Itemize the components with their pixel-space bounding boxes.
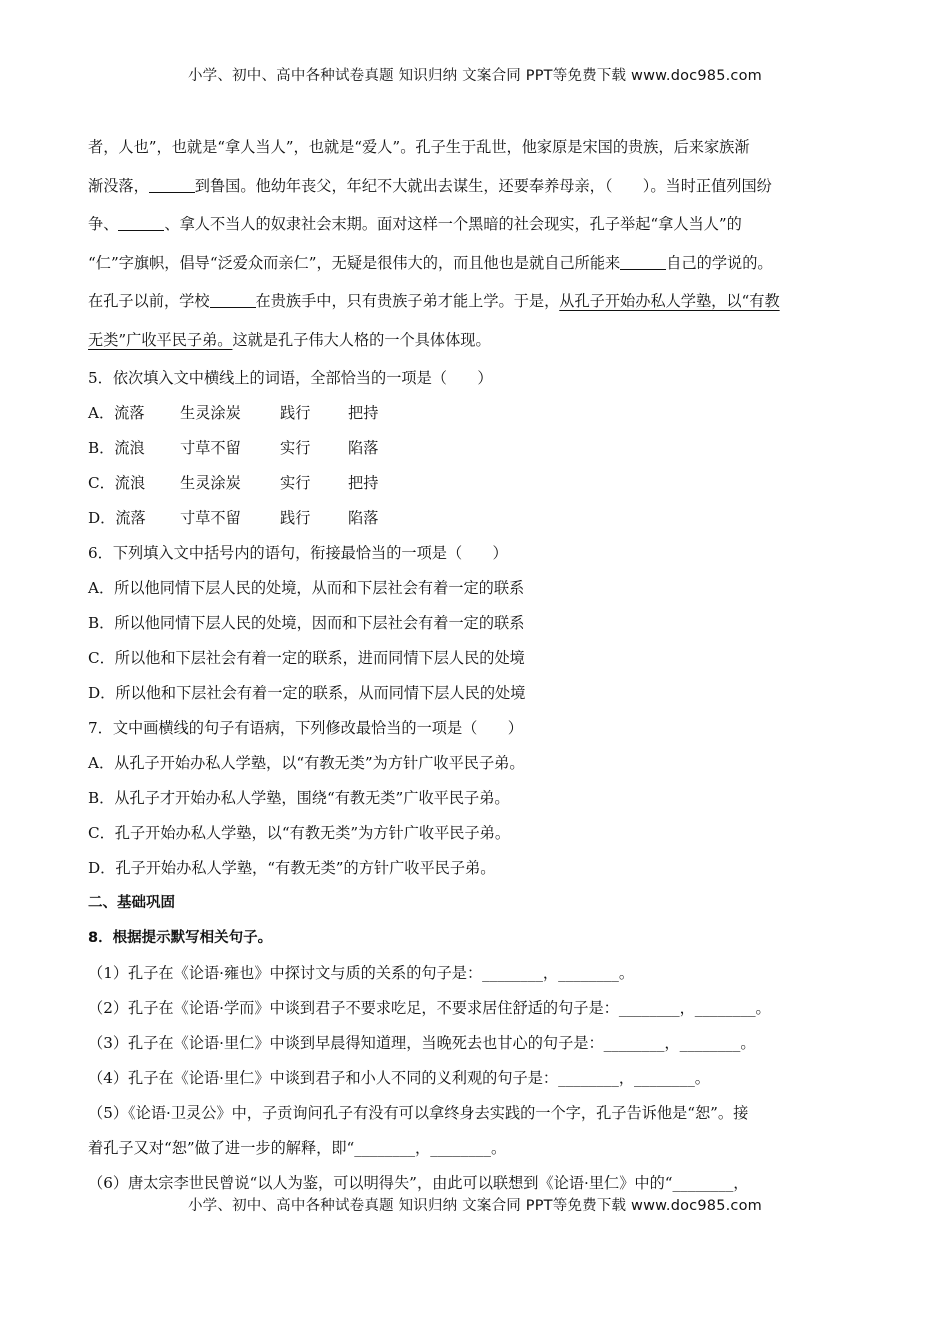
question-stem: 5．依次填入文中横线上的词语，全部恰当的一项是（ ） [88, 369, 493, 387]
option-a[interactable]: A．所以他同情下层人民的处境，从而和下层社会有着一定的联系 [88, 579, 525, 597]
option-word: 生灵涂炭 [180, 474, 241, 492]
passage-text: “仁”字旗帜，倡导“泛爱众而亲仁”，无疑是很伟大的，而且他也是就自己所能来 [88, 253, 621, 272]
option-d[interactable]: D．所以他和下层社会有着一定的联系，从而同情下层人民的处境 [88, 684, 526, 702]
option-b[interactable]: B．从孔子才开始办私人学塾，围绕“有教无类”广收平民子弟。 [88, 789, 510, 807]
passage-text: 者，人也”，也就是“拿人当人”，也就是“爱人”。孔子生于乱世，他家原是宋国的贵族，后来家族渐 [88, 138, 750, 156]
question-8 [88, 923, 878, 1203]
passage-text: 这就是孔子伟大人格的一个具体体现。 [232, 330, 491, 349]
header-banner: 小学、初中、高中各种试卷真题 知识归纳 文案合同 PPT等免费下载 www.doc985.com [187, 68, 763, 84]
dictation-item-5[interactable]: （5）《论语·卫灵公》中，子贡询问孔子有没有可以拿终身去实践的一个字，孔子告诉他是“恕”。接 [88, 1104, 749, 1122]
option-b[interactable] [88, 433, 878, 468]
section-heading: 二、基础巩固 [88, 895, 175, 911]
passage-text: 在贵族手中，只有贵族子弟才能上学。于是， [255, 292, 560, 310]
passage-text: 争、 [88, 215, 119, 233]
passage-text: 在孔子以前，学校 [88, 292, 210, 310]
option-word: C．流浪 [88, 474, 146, 492]
question-stem: 6．下列填入文中括号内的语句，衔接最恰当的一项是（ ） [88, 544, 508, 562]
question-5 [88, 363, 878, 538]
option-word: 生灵涂炭 [180, 404, 241, 422]
fill-blank-3[interactable] [620, 253, 666, 270]
fill-blank-4[interactable] [210, 291, 256, 308]
option-word: 寸草不留 [180, 439, 241, 457]
passage-line [88, 171, 878, 210]
option-word: 实行 [280, 439, 311, 457]
question-6 [88, 538, 878, 713]
option-word: 践行 [280, 404, 311, 422]
passage-line [88, 248, 878, 287]
document-body [88, 132, 878, 1203]
option-a[interactable]: A．从孔子开始办私人学塾，以“有教无类”为方针广收平民子弟。 [88, 754, 525, 772]
option-word: 寸草不留 [180, 509, 241, 527]
question-stem: 7．文中画横线的句子有语病，下列修改最恰当的一项是（ ） [88, 719, 523, 737]
fill-blank-2[interactable] [118, 214, 164, 231]
option-word: 陷落 [348, 439, 379, 457]
question-stem: 8．根据提示默写相关句子。 [88, 930, 273, 946]
fill-blank-1[interactable] [149, 176, 195, 193]
option-a[interactable] [88, 398, 878, 433]
option-word: A．流落 [88, 404, 145, 422]
option-word: 实行 [280, 474, 311, 492]
passage-text: 、拿人不当人的奴隶社会末期。面对这样一个黑暗的社会现实，孔子举起“拿人当人”的 [164, 215, 742, 233]
underlined-sentence: 无类”广收平民子弟。 [88, 330, 233, 349]
dictation-item-4[interactable]: （4）孔子在《论语·里仁》中谈到君子和小人不同的义利观的句子是：________，________。 [88, 1069, 710, 1087]
passage-line [88, 286, 878, 325]
option-b[interactable]: B．所以他同情下层人民的处境，因而和下层社会有着一定的联系 [88, 614, 525, 632]
option-c[interactable]: C．所以他和下层社会有着一定的联系，进而同情下层人民的处境 [88, 649, 525, 667]
dictation-item-6[interactable]: （6）唐太宗李世民曾说“以人为鉴，可以明得失”，由此可以联想到《论语·里仁》中的“________， [88, 1174, 749, 1192]
option-word: 陷落 [348, 509, 379, 527]
option-c[interactable]: C．孔子开始办私人学塾，以“有教无类”为方针广收平民子弟。 [88, 824, 511, 842]
dictation-item-5-cont[interactable]: 着孔子又对“恕”做了进一步的解释，即“________，________。 [88, 1139, 507, 1157]
passage-text: 渐没落， [88, 176, 149, 195]
passage-text: 到鲁国。他幼年丧父，年纪不大就出去谋生，还要奉养母亲，（ ）。当时正值列国纷 [194, 176, 772, 195]
option-c[interactable] [88, 468, 878, 503]
reading-passage [88, 132, 878, 363]
option-word: B．流浪 [88, 439, 145, 457]
option-word: D．流落 [88, 509, 146, 527]
option-word: 践行 [280, 509, 311, 527]
option-word: 把持 [348, 474, 379, 492]
option-word: 把持 [348, 404, 379, 422]
option-d[interactable]: D．孔子开始办私人学塾，“有教无类”的方针广收平民子弟。 [88, 859, 496, 877]
passage-line [88, 132, 878, 171]
passage-line [88, 209, 878, 248]
dictation-item-1[interactable]: （1）孔子在《论语·雍也》中探讨文与质的关系的句子是：________，________。 [88, 964, 635, 982]
question-7 [88, 713, 878, 888]
underlined-sentence: 从孔子开始办私人学塾，以“有教 [559, 292, 780, 310]
dictation-item-2[interactable]: （2）孔子在《论语·学而》中谈到君子不要求吃足，不要求居住舒适的句子是：________，________。 [88, 999, 771, 1017]
passage-line [88, 325, 878, 364]
passage-text: 自己的学说的。 [666, 253, 773, 272]
option-d[interactable] [88, 503, 878, 538]
footer-banner: 小学、初中、高中各种试卷真题 知识归纳 文案合同 PPT等免费下载 www.doc985.com [187, 1198, 763, 1214]
dictation-item-3[interactable]: （3）孔子在《论语·里仁》中谈到早晨得知道理，当晚死去也甘心的句子是：________，________。 [88, 1034, 756, 1052]
